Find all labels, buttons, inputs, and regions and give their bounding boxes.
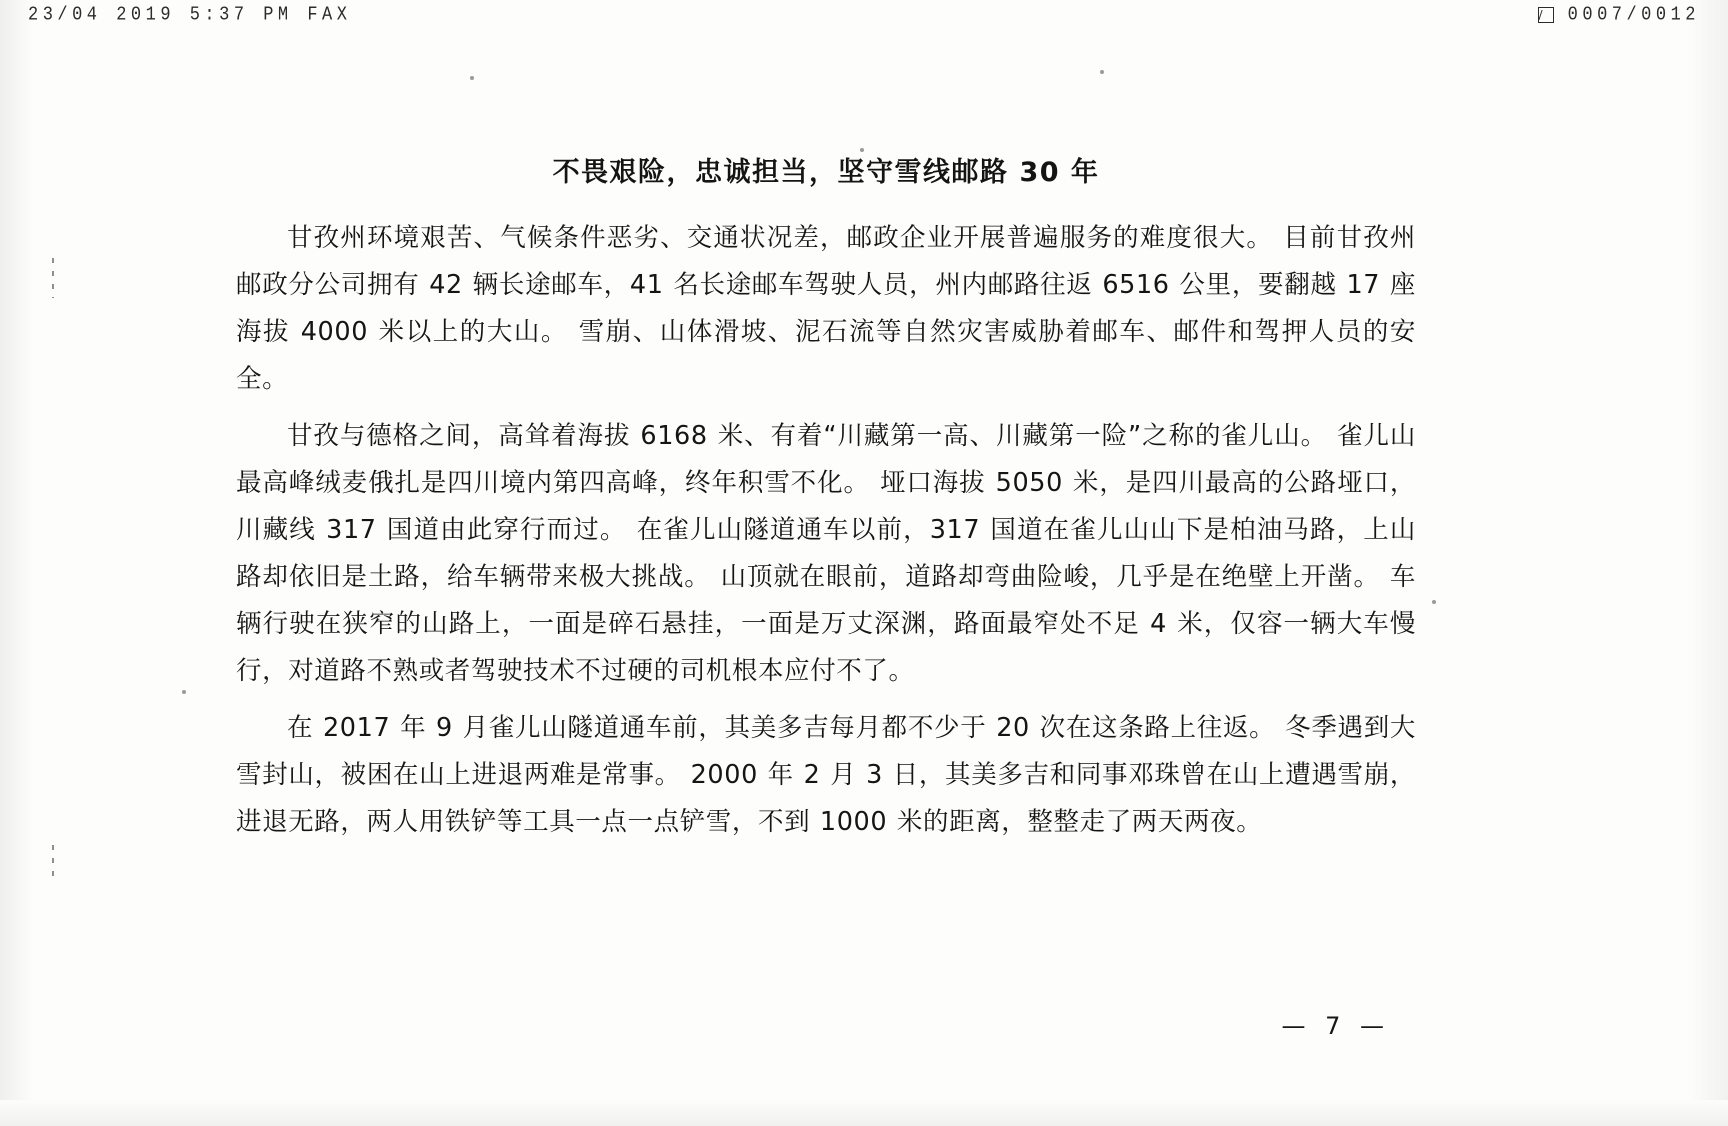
fax-timestamp: 23/04 2019 5:37 PM FAX [28,4,352,26]
fax-page-count: 0007/0012 [1567,4,1700,26]
scan-speck [1432,600,1436,604]
page-title: 不畏艰险，忠诚担当，坚守雪线邮路 30 年 [552,157,1100,188]
page-number: — 7 — [1281,1012,1390,1040]
scan-edge-right [1688,0,1728,1126]
paragraph-2: 甘孜与德格之间，高耸着海拔 6168 米、有着“川藏第一高、川藏第一险”之称的雀儿山。 雀儿山最高峰绒麦俄扎是四川境内第四高峰，终年积雪不化。 垭口海拔 5050 米，是四川最高的公路垭口，川藏线 317 国道由此穿行而过。 在雀儿山隧道通车以前，317 国道在雀儿山山下是柏油马路，上山路却依旧是土路，给车辆带来极大挑战。 山顶就在眼前，道路却弯曲险峻，几乎是在绝壁上开凿。 车辆行驶在狭窄的山路上，一面是碎石悬挂，一面是万丈深渊，路面最窄处不足 4 米，仅容一辆大车慢行，对道路不熟或者驾驶技术不过硬的司机根本应付不了。 [236,421,1416,686]
scan-speck [1100,70,1104,74]
fax-header [0,0,1728,30]
document-body [236,150,1416,856]
scan-speck [470,76,474,80]
fax-header-right [1538,6,1700,25]
scan-edge-left [0,0,34,1126]
fax-machine-icon [1538,7,1554,23]
paragraph-3: 在 2017 年 9 月雀儿山隧道通车前，其美多吉每月都不少于 20 次在这条路上往返。 冬季遇到大雪封山，被困在山上进退两难是常事。 2000 年 2 月 3 日，其美多吉和同事邓珠曾在山上遭遇雪崩，进退无路，两人用铁铲等工具一点一点铲雪，不到 1000 米的距离，整整走了两天两夜。 [236,713,1416,837]
scan-artifact-ticks-upper [52,258,54,298]
scan-artifact-ticks-lower [52,845,54,879]
scan-edge-bottom [0,1100,1728,1126]
paragraph-1: 甘孜州环境艰苦、气候条件恶劣、交通状况差，邮政企业开展普遍服务的难度很大。 目前甘孜州邮政分公司拥有 42 辆长途邮车，41 名长途邮车驾驶人员，州内邮路往返 6516 公里，要翻越 17 座海拔 4000 米以上的大山。 雪崩、山体滑坡、泥石流等自然灾害威胁着邮车、邮件和驾押人员的安全。 [236,223,1416,394]
scan-speck [182,690,186,694]
